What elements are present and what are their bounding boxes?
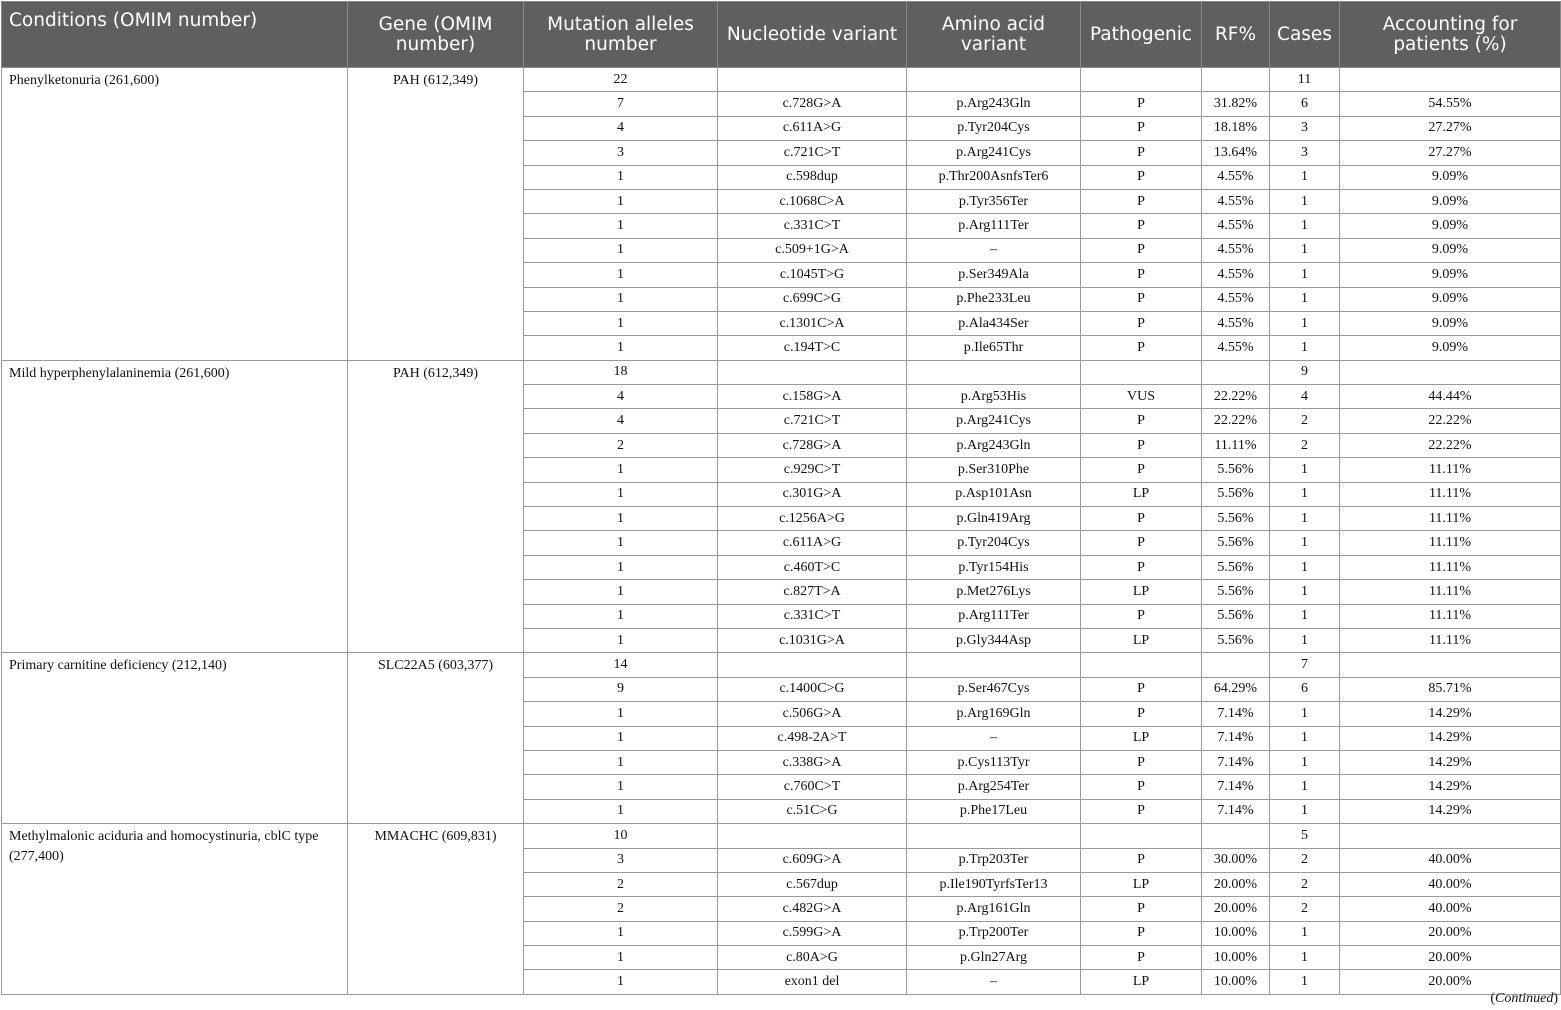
cases-cell: 1 — [1270, 263, 1340, 287]
rf-percent-cell: 7.14% — [1202, 775, 1270, 799]
table-container — [1, 1, 1561, 995]
cases-cell: 1 — [1270, 482, 1340, 506]
patients-percent-cell: 44.44% — [1340, 385, 1561, 409]
pathogenic-cell: P — [1081, 165, 1202, 189]
nucleotide-variant-cell: c.1068C>A — [718, 189, 907, 213]
patients-percent-cell: 27.27% — [1340, 116, 1561, 140]
empty-cell — [1081, 653, 1202, 677]
patients-percent-cell: 9.09% — [1340, 263, 1561, 287]
nucleotide-variant-cell: c.598dup — [718, 165, 907, 189]
patients-percent-cell: 22.22% — [1340, 433, 1561, 457]
nucleotide-variant-cell: c.482G>A — [718, 897, 907, 921]
column-header: Nucleotide variant — [718, 2, 907, 68]
gene-cell: PAH (612,349) — [348, 68, 524, 361]
amino-acid-variant-cell: p.Gln419Arg — [907, 507, 1081, 531]
alleles-cell: 2 — [524, 897, 718, 921]
rf-percent-cell: 20.00% — [1202, 872, 1270, 896]
amino-acid-variant-cell: p.Arg111Ter — [907, 214, 1081, 238]
nucleotide-variant-cell: c.611A>G — [718, 116, 907, 140]
empty-cell — [1202, 360, 1270, 384]
cases-cell: 1 — [1270, 214, 1340, 238]
nucleotide-variant-cell: c.1031G>A — [718, 628, 907, 652]
empty-cell — [907, 68, 1081, 92]
pathogenic-cell: VUS — [1081, 385, 1202, 409]
column-header: RF% — [1202, 2, 1270, 68]
cases-cell: 1 — [1270, 702, 1340, 726]
pathogenic-cell: P — [1081, 946, 1202, 970]
nucleotide-variant-cell: c.599G>A — [718, 921, 907, 945]
empty-cell — [1340, 653, 1561, 677]
pathogenic-cell: P — [1081, 897, 1202, 921]
pathogenic-cell: P — [1081, 214, 1202, 238]
amino-acid-variant-cell: p.Tyr356Ter — [907, 189, 1081, 213]
total-alleles-cell: 10 — [524, 824, 718, 848]
mutation-table — [1, 1, 1561, 995]
empty-cell — [1340, 360, 1561, 384]
patients-percent-cell: 20.00% — [1340, 970, 1561, 994]
amino-acid-variant-cell: p.Tyr204Cys — [907, 116, 1081, 140]
alleles-cell: 1 — [524, 482, 718, 506]
cases-cell: 1 — [1270, 238, 1340, 262]
empty-cell — [1081, 68, 1202, 92]
table-header — [2, 2, 1561, 68]
cases-cell: 1 — [1270, 287, 1340, 311]
cases-cell: 1 — [1270, 628, 1340, 652]
amino-acid-variant-cell: p.Arg243Gln — [907, 433, 1081, 457]
alleles-cell: 1 — [524, 336, 718, 360]
patients-percent-cell: 11.11% — [1340, 507, 1561, 531]
rf-percent-cell: 7.14% — [1202, 750, 1270, 774]
pathogenic-cell: P — [1081, 775, 1202, 799]
pathogenic-cell: P — [1081, 311, 1202, 335]
nucleotide-variant-cell: c.158G>A — [718, 385, 907, 409]
rf-percent-cell: 4.55% — [1202, 214, 1270, 238]
nucleotide-variant-cell: c.498-2A>T — [718, 726, 907, 750]
alleles-cell: 4 — [524, 116, 718, 140]
rf-percent-cell: 22.22% — [1202, 409, 1270, 433]
patients-percent-cell: 14.29% — [1340, 799, 1561, 823]
nucleotide-variant-cell: c.567dup — [718, 872, 907, 896]
patients-percent-cell: 20.00% — [1340, 921, 1561, 945]
cases-cell: 4 — [1270, 385, 1340, 409]
alleles-cell: 1 — [524, 970, 718, 994]
pathogenic-cell: LP — [1081, 872, 1202, 896]
nucleotide-variant-cell: c.51C>G — [718, 799, 907, 823]
empty-cell — [718, 360, 907, 384]
patients-percent-cell: 40.00% — [1340, 848, 1561, 872]
patients-percent-cell: 11.11% — [1340, 580, 1561, 604]
patients-percent-cell: 40.00% — [1340, 897, 1561, 921]
nucleotide-variant-cell: c.460T>C — [718, 555, 907, 579]
alleles-cell: 1 — [524, 531, 718, 555]
cases-cell: 1 — [1270, 921, 1340, 945]
cases-cell: 1 — [1270, 604, 1340, 628]
amino-acid-variant-cell: p.Trp203Ter — [907, 848, 1081, 872]
cases-cell: 1 — [1270, 531, 1340, 555]
alleles-cell: 1 — [524, 189, 718, 213]
cases-cell: 1 — [1270, 726, 1340, 750]
pathogenic-cell: P — [1081, 848, 1202, 872]
total-cases-cell: 7 — [1270, 653, 1340, 677]
cases-cell: 1 — [1270, 165, 1340, 189]
column-header: Accounting for patients (%) — [1340, 2, 1561, 68]
nucleotide-variant-cell: c.509+1G>A — [718, 238, 907, 262]
amino-acid-variant-cell: p.Arg169Gln — [907, 702, 1081, 726]
amino-acid-variant-cell: p.Arg254Ter — [907, 775, 1081, 799]
cases-cell: 2 — [1270, 433, 1340, 457]
rf-percent-cell: 5.56% — [1202, 604, 1270, 628]
patients-percent-cell: 85.71% — [1340, 677, 1561, 701]
total-cases-cell: 11 — [1270, 68, 1340, 92]
rf-percent-cell: 30.00% — [1202, 848, 1270, 872]
continued-open-paren: ( — [1490, 991, 1495, 1006]
amino-acid-variant-cell: p.Asp101Asn — [907, 482, 1081, 506]
amino-acid-variant-cell: p.Ser349Ala — [907, 263, 1081, 287]
patients-percent-cell: 11.11% — [1340, 482, 1561, 506]
amino-acid-variant-cell: p.Tyr154His — [907, 555, 1081, 579]
rf-percent-cell: 4.55% — [1202, 336, 1270, 360]
alleles-cell: 1 — [524, 507, 718, 531]
nucleotide-variant-cell: c.728G>A — [718, 92, 907, 116]
patients-percent-cell: 11.11% — [1340, 604, 1561, 628]
amino-acid-variant-cell: p.Ile65Thr — [907, 336, 1081, 360]
pathogenic-cell: P — [1081, 531, 1202, 555]
alleles-cell: 1 — [524, 458, 718, 482]
cases-cell: 1 — [1270, 580, 1340, 604]
amino-acid-variant-cell: p.Arg241Cys — [907, 409, 1081, 433]
nucleotide-variant-cell: c.301G>A — [718, 482, 907, 506]
amino-acid-variant-cell: p.Arg241Cys — [907, 141, 1081, 165]
empty-cell — [907, 824, 1081, 848]
total-cases-cell: 9 — [1270, 360, 1340, 384]
patients-percent-cell: 20.00% — [1340, 946, 1561, 970]
cases-cell: 3 — [1270, 141, 1340, 165]
empty-cell — [907, 360, 1081, 384]
pathogenic-cell: P — [1081, 555, 1202, 579]
patients-percent-cell: 14.29% — [1340, 702, 1561, 726]
rf-percent-cell: 7.14% — [1202, 726, 1270, 750]
patients-percent-cell: 9.09% — [1340, 238, 1561, 262]
nucleotide-variant-cell: c.699C>G — [718, 287, 907, 311]
nucleotide-variant-cell: c.194T>C — [718, 336, 907, 360]
amino-acid-variant-cell: p.Tyr204Cys — [907, 531, 1081, 555]
amino-acid-variant-cell: – — [907, 970, 1081, 994]
group-summary-row — [2, 653, 1561, 677]
alleles-cell: 4 — [524, 409, 718, 433]
rf-percent-cell: 5.56% — [1202, 507, 1270, 531]
nucleotide-variant-cell: c.760C>T — [718, 775, 907, 799]
cases-cell: 1 — [1270, 507, 1340, 531]
total-alleles-cell: 14 — [524, 653, 718, 677]
column-header: Mutation alleles number — [524, 2, 718, 68]
cases-cell: 6 — [1270, 677, 1340, 701]
alleles-cell: 3 — [524, 848, 718, 872]
rf-percent-cell: 5.56% — [1202, 482, 1270, 506]
cases-cell: 1 — [1270, 750, 1340, 774]
pathogenic-cell: P — [1081, 287, 1202, 311]
alleles-cell: 1 — [524, 287, 718, 311]
group-summary-row — [2, 824, 1561, 848]
alleles-cell: 1 — [524, 702, 718, 726]
pathogenic-cell: LP — [1081, 580, 1202, 604]
column-header: Amino acid variant — [907, 2, 1081, 68]
group-summary-row — [2, 68, 1561, 92]
column-header: Pathogenic — [1081, 2, 1202, 68]
cases-cell: 2 — [1270, 872, 1340, 896]
continued-note — [1490, 991, 1558, 1007]
total-cases-cell: 5 — [1270, 824, 1340, 848]
cases-cell: 1 — [1270, 555, 1340, 579]
rf-percent-cell: 11.11% — [1202, 433, 1270, 457]
empty-cell — [1202, 824, 1270, 848]
rf-percent-cell: 7.14% — [1202, 702, 1270, 726]
pathogenic-cell: P — [1081, 507, 1202, 531]
gene-cell: PAH (612,349) — [348, 360, 524, 653]
pathogenic-cell: P — [1081, 677, 1202, 701]
patients-percent-cell: 14.29% — [1340, 726, 1561, 750]
cases-cell: 1 — [1270, 970, 1340, 994]
nucleotide-variant-cell: c.1301C>A — [718, 311, 907, 335]
rf-percent-cell: 10.00% — [1202, 946, 1270, 970]
pathogenic-cell: LP — [1081, 726, 1202, 750]
alleles-cell: 1 — [524, 580, 718, 604]
nucleotide-variant-cell: c.609G>A — [718, 848, 907, 872]
rf-percent-cell: 4.55% — [1202, 311, 1270, 335]
pathogenic-cell: P — [1081, 433, 1202, 457]
rf-percent-cell: 22.22% — [1202, 385, 1270, 409]
empty-cell — [1340, 824, 1561, 848]
empty-cell — [1081, 360, 1202, 384]
cases-cell: 1 — [1270, 336, 1340, 360]
rf-percent-cell: 5.56% — [1202, 580, 1270, 604]
alleles-cell: 1 — [524, 311, 718, 335]
amino-acid-variant-cell: p.Arg111Ter — [907, 604, 1081, 628]
rf-percent-cell: 10.00% — [1202, 970, 1270, 994]
amino-acid-variant-cell: p.Arg53His — [907, 385, 1081, 409]
patients-percent-cell: 22.22% — [1340, 409, 1561, 433]
alleles-cell: 2 — [524, 872, 718, 896]
patients-percent-cell: 27.27% — [1340, 141, 1561, 165]
alleles-cell: 7 — [524, 92, 718, 116]
rf-percent-cell: 5.56% — [1202, 531, 1270, 555]
alleles-cell: 1 — [524, 165, 718, 189]
patients-percent-cell: 40.00% — [1340, 872, 1561, 896]
cases-cell: 2 — [1270, 409, 1340, 433]
patients-percent-cell: 9.09% — [1340, 165, 1561, 189]
alleles-cell: 1 — [524, 799, 718, 823]
amino-acid-variant-cell: – — [907, 726, 1081, 750]
alleles-cell: 1 — [524, 921, 718, 945]
amino-acid-variant-cell: p.Phe233Leu — [907, 287, 1081, 311]
rf-percent-cell: 4.55% — [1202, 165, 1270, 189]
pathogenic-cell: P — [1081, 702, 1202, 726]
condition-cell: Primary carnitine deficiency (212,140) — [2, 653, 348, 824]
empty-cell — [718, 68, 907, 92]
rf-percent-cell: 5.56% — [1202, 555, 1270, 579]
alleles-cell: 9 — [524, 677, 718, 701]
rf-percent-cell: 7.14% — [1202, 799, 1270, 823]
total-alleles-cell: 22 — [524, 68, 718, 92]
patients-percent-cell: 11.11% — [1340, 555, 1561, 579]
patients-percent-cell: 9.09% — [1340, 311, 1561, 335]
rf-percent-cell: 4.55% — [1202, 263, 1270, 287]
cases-cell: 2 — [1270, 848, 1340, 872]
nucleotide-variant-cell: exon1 del — [718, 970, 907, 994]
amino-acid-variant-cell: p.Gln27Arg — [907, 946, 1081, 970]
empty-cell — [1202, 68, 1270, 92]
rf-percent-cell: 5.56% — [1202, 458, 1270, 482]
empty-cell — [1202, 653, 1270, 677]
patients-percent-cell: 9.09% — [1340, 214, 1561, 238]
empty-cell — [907, 653, 1081, 677]
rf-percent-cell: 5.56% — [1202, 628, 1270, 652]
alleles-cell: 1 — [524, 946, 718, 970]
nucleotide-variant-cell: c.1400C>G — [718, 677, 907, 701]
gene-cell: SLC22A5 (603,377) — [348, 653, 524, 824]
rf-percent-cell: 20.00% — [1202, 897, 1270, 921]
alleles-cell: 1 — [524, 214, 718, 238]
rf-percent-cell: 4.55% — [1202, 287, 1270, 311]
rf-percent-cell: 64.29% — [1202, 677, 1270, 701]
gene-cell: MMACHC (609,831) — [348, 824, 524, 995]
amino-acid-variant-cell: p.Arg243Gln — [907, 92, 1081, 116]
continued-text: Continued — [1494, 991, 1554, 1006]
nucleotide-variant-cell: c.827T>A — [718, 580, 907, 604]
patients-percent-cell: 9.09% — [1340, 189, 1561, 213]
pathogenic-cell: P — [1081, 409, 1202, 433]
cases-cell: 1 — [1270, 189, 1340, 213]
rf-percent-cell: 10.00% — [1202, 921, 1270, 945]
alleles-cell: 1 — [524, 726, 718, 750]
pathogenic-cell: P — [1081, 921, 1202, 945]
pathogenic-cell: LP — [1081, 482, 1202, 506]
empty-cell — [718, 653, 907, 677]
amino-acid-variant-cell: p.Ala434Ser — [907, 311, 1081, 335]
rf-percent-cell: 13.64% — [1202, 141, 1270, 165]
condition-cell: Methylmalonic aciduria and homocystinuria, cblC type (277,400) — [2, 824, 348, 995]
column-header: Gene (OMIM number) — [348, 2, 524, 68]
pathogenic-cell: P — [1081, 458, 1202, 482]
nucleotide-variant-cell: c.80A>G — [718, 946, 907, 970]
pathogenic-cell: P — [1081, 189, 1202, 213]
nucleotide-variant-cell: c.506G>A — [718, 702, 907, 726]
pathogenic-cell: P — [1081, 263, 1202, 287]
amino-acid-variant-cell: p.Cys113Tyr — [907, 750, 1081, 774]
pathogenic-cell: P — [1081, 238, 1202, 262]
patients-percent-cell: 54.55% — [1340, 92, 1561, 116]
cases-cell: 3 — [1270, 116, 1340, 140]
nucleotide-variant-cell: c.721C>T — [718, 409, 907, 433]
cases-cell: 1 — [1270, 946, 1340, 970]
empty-cell — [1340, 68, 1561, 92]
patients-percent-cell: 14.29% — [1340, 775, 1561, 799]
nucleotide-variant-cell: c.331C>T — [718, 604, 907, 628]
cases-cell: 1 — [1270, 775, 1340, 799]
pathogenic-cell: LP — [1081, 628, 1202, 652]
pathogenic-cell: P — [1081, 799, 1202, 823]
pathogenic-cell: P — [1081, 604, 1202, 628]
nucleotide-variant-cell: c.721C>T — [718, 141, 907, 165]
amino-acid-variant-cell: p.Phe17Leu — [907, 799, 1081, 823]
pathogenic-cell: P — [1081, 92, 1202, 116]
cases-cell: 6 — [1270, 92, 1340, 116]
alleles-cell: 4 — [524, 385, 718, 409]
patients-percent-cell: 14.29% — [1340, 750, 1561, 774]
alleles-cell: 3 — [524, 141, 718, 165]
patients-percent-cell: 9.09% — [1340, 287, 1561, 311]
patients-percent-cell: 11.11% — [1340, 628, 1561, 652]
pathogenic-cell: LP — [1081, 970, 1202, 994]
nucleotide-variant-cell: c.929C>T — [718, 458, 907, 482]
pathogenic-cell: P — [1081, 141, 1202, 165]
rf-percent-cell: 4.55% — [1202, 189, 1270, 213]
continued-close-paren: ) — [1553, 991, 1558, 1006]
nucleotide-variant-cell: c.1045T>G — [718, 263, 907, 287]
rf-percent-cell: 4.55% — [1202, 238, 1270, 262]
column-header: Conditions (OMIM number) — [2, 2, 348, 68]
table-body — [2, 68, 1561, 995]
alleles-cell: 1 — [524, 775, 718, 799]
rf-percent-cell: 31.82% — [1202, 92, 1270, 116]
nucleotide-variant-cell: c.728G>A — [718, 433, 907, 457]
nucleotide-variant-cell: c.611A>G — [718, 531, 907, 555]
patients-percent-cell: 9.09% — [1340, 336, 1561, 360]
header-row — [2, 2, 1561, 68]
alleles-cell: 1 — [524, 604, 718, 628]
empty-cell — [1081, 824, 1202, 848]
alleles-cell: 1 — [524, 750, 718, 774]
cases-cell: 1 — [1270, 799, 1340, 823]
condition-cell: Mild hyperphenylalaninemia (261,600) — [2, 360, 348, 653]
amino-acid-variant-cell: p.Arg161Gln — [907, 897, 1081, 921]
amino-acid-variant-cell: p.Gly344Asp — [907, 628, 1081, 652]
amino-acid-variant-cell: p.Trp200Ter — [907, 921, 1081, 945]
nucleotide-variant-cell: c.331C>T — [718, 214, 907, 238]
cases-cell: 2 — [1270, 897, 1340, 921]
pathogenic-cell: P — [1081, 750, 1202, 774]
alleles-cell: 2 — [524, 433, 718, 457]
amino-acid-variant-cell: p.Thr200AsnfsTer6 — [907, 165, 1081, 189]
alleles-cell: 1 — [524, 555, 718, 579]
condition-cell: Phenylketonuria (261,600) — [2, 68, 348, 361]
alleles-cell: 1 — [524, 263, 718, 287]
patients-percent-cell: 11.11% — [1340, 531, 1561, 555]
patients-percent-cell: 11.11% — [1340, 458, 1561, 482]
amino-acid-variant-cell: p.Ser310Phe — [907, 458, 1081, 482]
cases-cell: 1 — [1270, 458, 1340, 482]
nucleotide-variant-cell: c.338G>A — [718, 750, 907, 774]
total-alleles-cell: 18 — [524, 360, 718, 384]
pathogenic-cell: P — [1081, 336, 1202, 360]
rf-percent-cell: 18.18% — [1202, 116, 1270, 140]
amino-acid-variant-cell: p.Ser467Cys — [907, 677, 1081, 701]
nucleotide-variant-cell: c.1256A>G — [718, 507, 907, 531]
amino-acid-variant-cell: p.Met276Lys — [907, 580, 1081, 604]
alleles-cell: 1 — [524, 628, 718, 652]
column-header: Cases — [1270, 2, 1340, 68]
group-summary-row — [2, 360, 1561, 384]
pathogenic-cell: P — [1081, 116, 1202, 140]
cases-cell: 1 — [1270, 311, 1340, 335]
amino-acid-variant-cell: p.Ile190TyrfsTer13 — [907, 872, 1081, 896]
empty-cell — [718, 824, 907, 848]
amino-acid-variant-cell: – — [907, 238, 1081, 262]
alleles-cell: 1 — [524, 238, 718, 262]
